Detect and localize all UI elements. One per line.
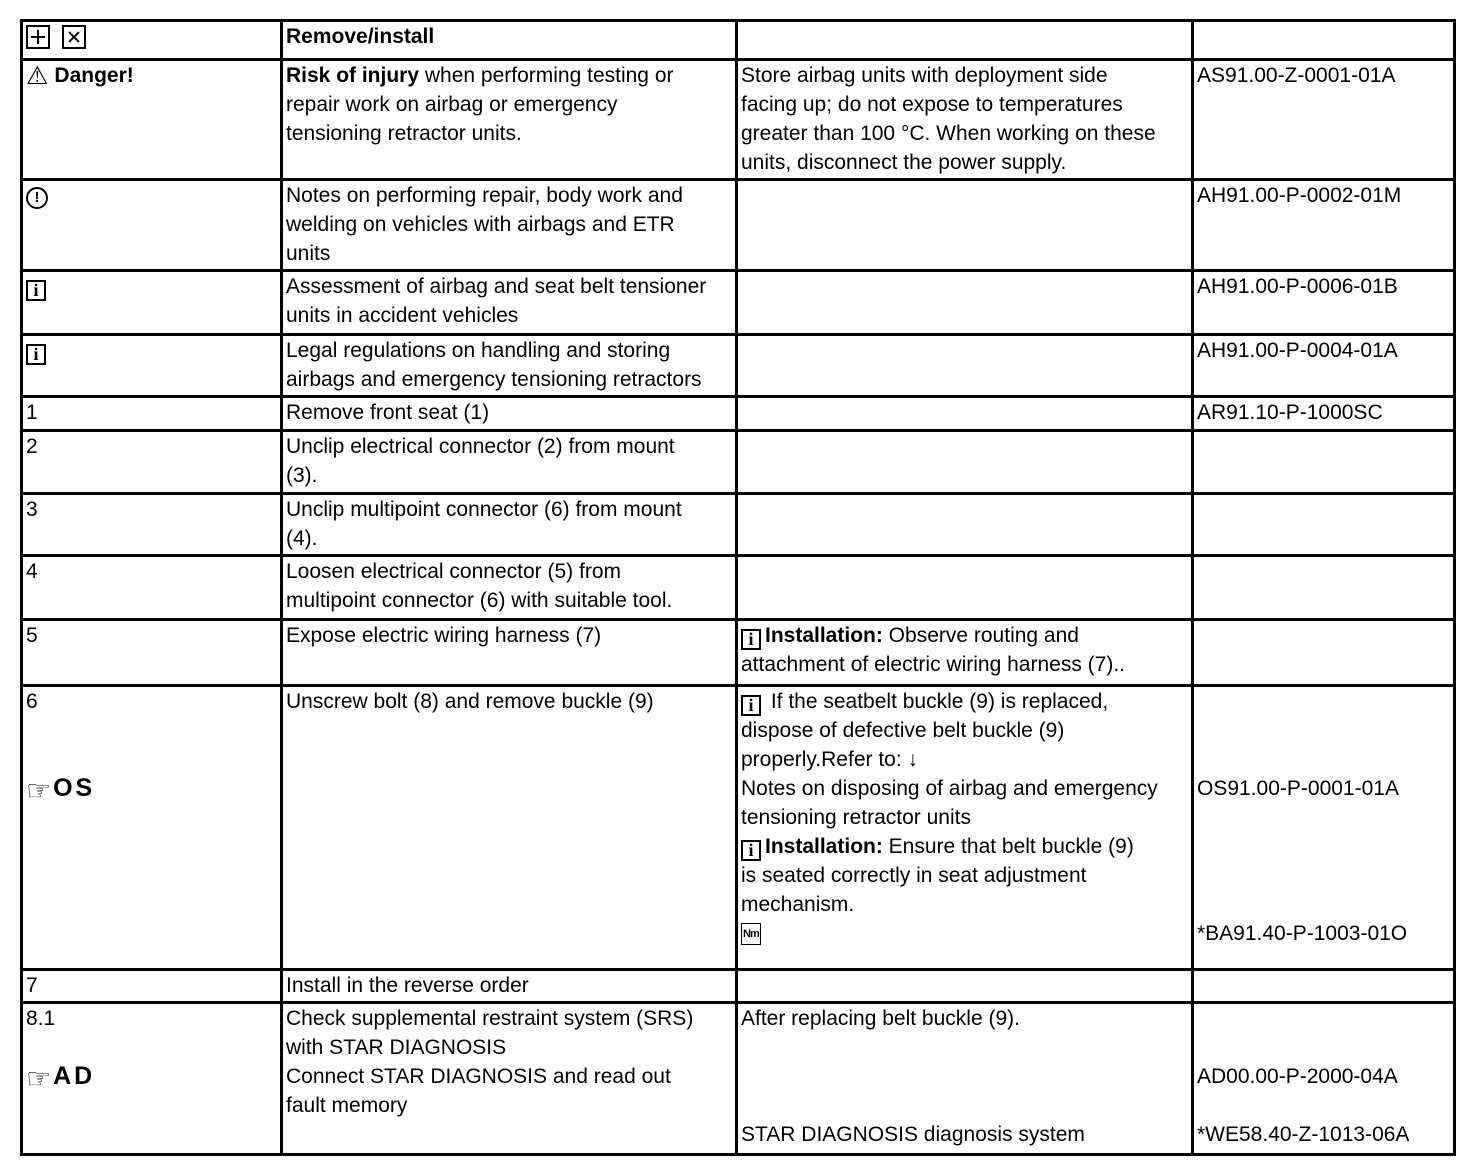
note-line: units [286,242,331,265]
info-icon: i [741,695,761,716]
step-number: 4 [26,560,38,583]
note-line: units in accident vehicles [286,304,519,327]
note-line: Notes on performing repair, body work and [286,184,683,207]
step-number: 1 [26,401,38,424]
info-icon: i [741,629,761,650]
page-title: Remove/install [286,25,435,48]
step-text: Connect STAR DIAGNOSIS and read out [286,1065,671,1088]
step-text: fault memory [286,1094,408,1117]
document-ref-link[interactable]: OS91.00-P-0001-01A [1197,777,1399,800]
danger-bold: Risk of injury [286,64,420,87]
note-line: welding on vehicles with airbags and ETR [286,213,675,236]
danger-line-3: tensioning retractor units. [286,122,522,145]
step-row [22,970,1455,1003]
installation-text: Observe routing and [882,624,1079,647]
step-number: 5 [26,624,38,647]
danger-note-line: Store airbag units with deployment side [741,64,1108,87]
step-number: 7 [26,974,38,997]
danger-row [22,60,1455,180]
header-row [22,21,1455,60]
danger-note-line: facing up; do not expose to temperatures [741,93,1123,116]
note-line: Legal regulations on handling and storing [286,339,671,362]
step-text: Remove front seat (1) [286,401,490,424]
step-text: Unclip electrical connector (2) from mount [286,435,675,458]
note-text: dispose of defective belt buckle (9) [741,719,1065,742]
system-text: STAR DIAGNOSIS diagnosis system [741,1123,1085,1146]
torque-nm-icon: Nm [741,923,761,945]
note-text: If the seatbelt buckle (9) is replaced, [765,690,1109,713]
step-text: with STAR DIAGNOSIS [286,1036,507,1059]
note-row [22,180,1455,271]
step-text: Expose electric wiring harness (7) [286,624,602,647]
info-row [22,271,1455,335]
installation-text: attachment of electric wiring harness (7).. [741,653,1125,676]
step-row [22,1003,1455,1155]
step-text: (4). [286,527,318,550]
danger-icon: ⚠ [26,62,49,90]
document-ref-link[interactable]: AS91.00-Z-0001-01A [1197,64,1396,87]
step-row [22,620,1455,686]
document-ref-link[interactable]: *BA91.40-P-1003-01O [1197,922,1408,945]
expand-icon[interactable] [26,25,50,49]
installation-text: Ensure that belt buckle (9) [882,835,1134,858]
installation-text: mechanism. [741,893,855,916]
document-ref-link[interactable]: AH91.00-P-0002-01M [1197,184,1402,207]
document-ref-link[interactable]: *WE58.40-Z-1013-06A [1197,1123,1410,1146]
step-label: OS [53,774,96,802]
installation-label: Installation: [765,835,883,858]
note-text: Notes on disposing of airbag and emergency [741,777,1158,800]
note-icon: ! [26,187,48,209]
step-text: Unclip multipoint connector (6) from mount [286,498,682,521]
header-icons-cell [22,21,282,60]
step-number: 8.1 [26,1007,56,1030]
document-ref-link[interactable]: AH91.00-P-0004-01A [1197,339,1398,362]
info-icon: i [741,840,761,861]
step-row [22,556,1455,620]
danger-note-line: units, disconnect the power supply. [741,151,1067,174]
step-row [22,431,1455,494]
danger-notes-cell [737,60,1193,180]
step-text: multipoint connector (6) with suitable tool. [286,589,673,612]
note-line: Assessment of airbag and seat belt tensioner [286,275,707,298]
note-text: properly.Refer to: ↓ [741,748,919,771]
note-line: airbags and emergency tensioning retractors [286,368,702,391]
step-text: Check supplemental restraint system (SRS) [286,1007,694,1030]
note-text: tensioning retractor units [741,806,971,829]
header-title-cell [282,21,737,60]
step-text: Loosen electrical connector (5) from [286,560,621,583]
document-ref-link[interactable]: AR91.10-P-1000SC [1197,401,1383,424]
info-row [22,335,1455,397]
danger-label-cell [22,60,282,180]
step-number: 6 [26,690,38,713]
danger-line-1-rest: when performing testing or [419,64,674,87]
step-label: AD [53,1062,96,1090]
header-empty-cell [737,21,1193,60]
danger-note-line: greater than 100 °C. When working on these [741,122,1156,145]
step-number: 2 [26,435,38,458]
note-text: After replacing belt buckle (9). [741,1007,1020,1030]
info-icon: i [26,280,46,301]
installation-label: Installation: [765,624,883,647]
danger-line-2: repair work on airbag or emergency [286,93,618,116]
document-ref-link[interactable]: AH91.00-P-0006-01B [1197,275,1398,298]
danger-ref-cell [1193,60,1455,180]
installation-text: is seated correctly in seat adjustment [741,864,1087,887]
document-ref-link[interactable]: AD00.00-P-2000-04A [1197,1065,1398,1088]
danger-text-cell [282,60,737,180]
hand-pointer-icon: ☞ [26,775,52,806]
step-text: Unscrew bolt (8) and remove buckle (9) [286,690,654,713]
step-number: 3 [26,498,38,521]
step-text: Install in the reverse order [286,974,529,997]
info-icon: i [26,344,46,365]
step-text: (3). [286,464,318,487]
step-row [22,494,1455,556]
collapse-icon[interactable] [62,25,86,49]
step-row [22,397,1455,431]
danger-label: Danger! [54,64,134,87]
header-ref-cell [1193,21,1455,60]
danger-line-1 [286,61,731,90]
step-row [22,686,1455,970]
hand-pointer-icon: ☞ [26,1063,52,1094]
procedure-table [20,19,1456,1156]
